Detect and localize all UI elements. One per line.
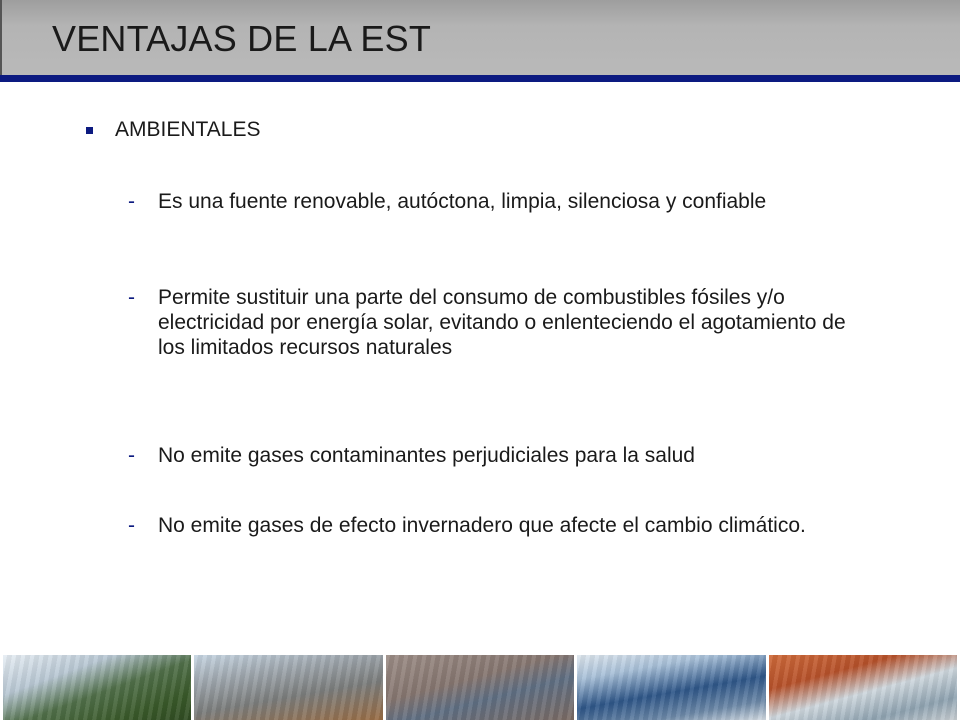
bullet-item-text: No emite gases de efecto invernadero que afecte el cambio climático. — [158, 514, 806, 537]
bullet-item-text: Permite sustituir una parte del consumo de combustibles fósiles y/o electricidad por energía solar, evitando o enlenteciendo el agotamiento de los limitados recursos naturales — [158, 286, 846, 359]
photo-strip — [0, 655, 960, 720]
bullet-item — [128, 189, 848, 214]
bullet-item — [128, 443, 848, 468]
bullet-item-text: Es una fuente renovable, autóctona, limpia, silenciosa y confiable — [158, 190, 767, 213]
dash-marker: - — [128, 286, 135, 309]
dash-marker: - — [128, 190, 135, 213]
solar-tube-collector-photo — [194, 655, 382, 720]
bullet-item — [128, 513, 848, 538]
slide-title: VENTAJAS DE LA EST — [52, 18, 432, 59]
red-tile-roof-panel-photo — [769, 655, 957, 720]
section-heading-row — [86, 118, 260, 142]
dash-marker: - — [128, 514, 135, 537]
bullet-item-text: No emite gases contaminantes perjudiciales para la salud — [158, 444, 695, 467]
tile-roof-panel-photo — [386, 655, 574, 720]
dash-marker: - — [128, 444, 135, 467]
panel-array-photo — [577, 655, 765, 720]
title-bar — [0, 0, 960, 82]
section-heading: AMBIENTALES — [115, 118, 261, 141]
square-bullet-icon — [86, 127, 93, 134]
bullet-item — [128, 285, 848, 360]
house-roof-photo — [3, 655, 191, 720]
